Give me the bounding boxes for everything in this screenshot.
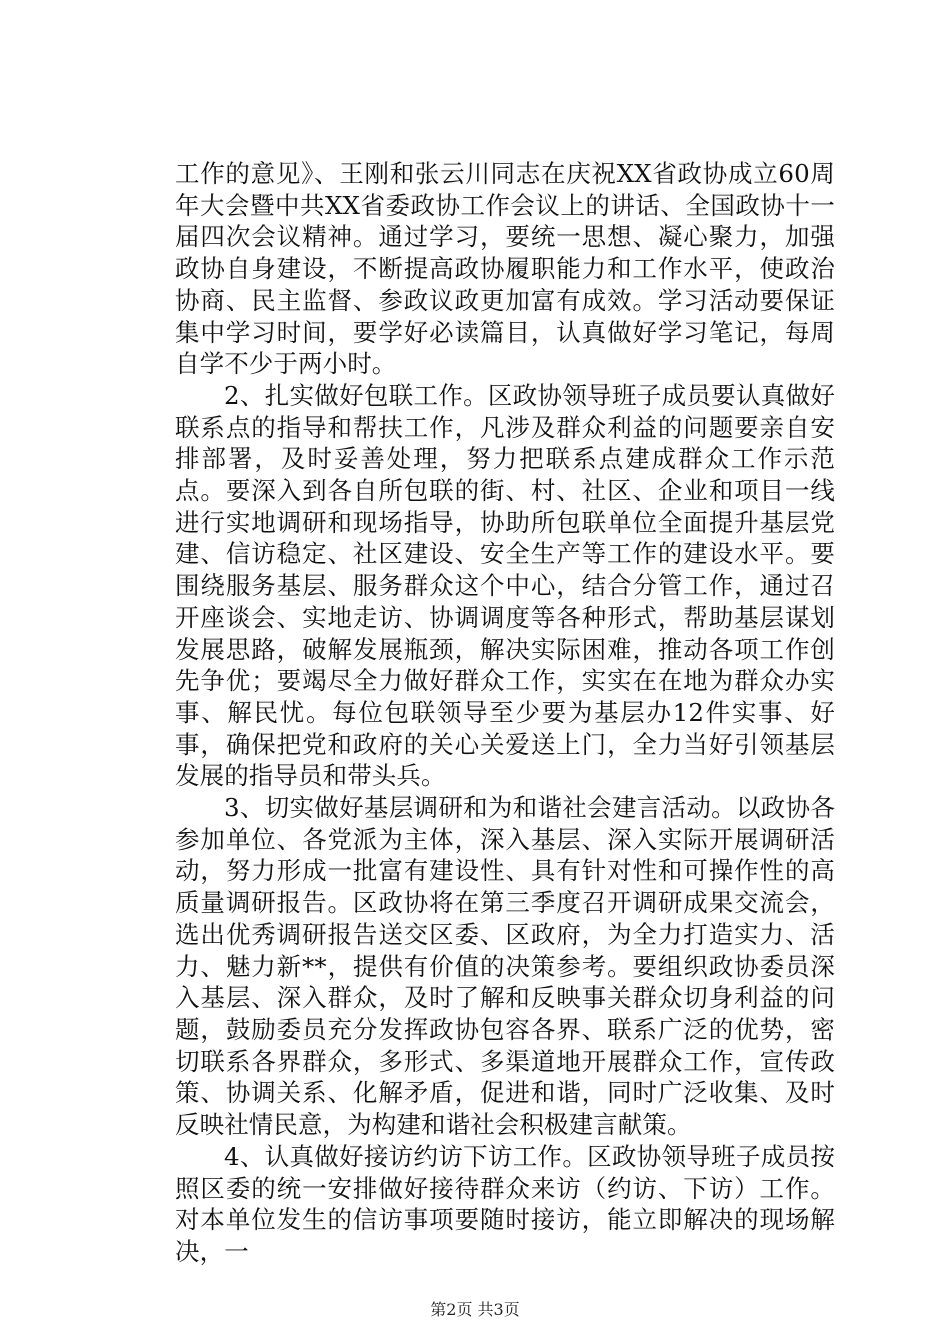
paragraph-item-4-petition-visits: 4、认真做好接访约访下访工作。区政协领导班子成员按照区委的统一安排做好接待群众来访（约访、下访）工作。对本单位发生的信访事项要随时接访，能立即解决的现场解决，一 — [175, 1141, 835, 1266]
paragraph-item-3-research-activities: 3、切实做好基层调研和为和谐社会建言活动。以政协各参加单位、各党派为主体，深入基层、深入实际开展调研活动，努力形成一批富有建设性、具有针对性和可操作性的高质量调研报告。区政协将在第三季度召开调研成果交流会，选出优秀调研报告送交区委、区政府，为全力打造实力、活力、魅力新**，提供有价值的决策参考。要组织政协委员深入基层、深入群众，及时了解和反映事关群众切身利益的问题，鼓励委员充分发挥政协包容各界、联系广泛的优势，密切联系各界群众，多形式、多渠道地开展群众工作，宣传政策、协调关系、化解矛盾，促进和谐，同时广泛收集、及时反映社情民意，为构建和谐社会积极建言献策。 — [175, 793, 835, 1140]
paragraph-study-continuation: 工作的意见》、王刚和张云川同志在庆祝XX省政协成立60周年大会暨中共XX省委政协工作会议上的讲话、全国政协十一届四次会议精神。通过学习，要统一思想、凝心聚力，加强政协自身建设，不断提高政协履职能力和工作水平，使政治协商、民主监督、参政议政更加富有成效。学习活动要保证集中学习时间，要学好必读篇目，认真做好学习笔记，每周自学不少于两小时。 — [175, 159, 835, 379]
document-body — [175, 158, 835, 1268]
paragraph-item-2-liaison-work: 2、扎实做好包联工作。区政协领导班子成员要认真做好联系点的指导和帮扶工作，凡涉及群众利益的问题要亲自安排部署，及时妥善处理，努力把联系点建成群众工作示范点。要深入到各自所包联的街、村、社区、企业和项目一线进行实地调研和现场指导，协助所包联单位全面提升基层党建、信访稳定、社区建设、安全生产等工作的建设水平。要围绕服务基层、服务群众这个中心，结合分管工作，通过召开座谈会、实地走访、协调调度等各种形式，帮助基层谋划发展思路，破解发展瓶颈，解决实际困难，推动各项工作创先争优；要竭尽全力做好群众工作，实实在在地为群众办实事、解民忧。每位包联领导至少要为基层办12件实事、好事，确保把党和政府的关心关爱送上门，全力当好引领基层发展的指导员和带头兵。 — [175, 380, 835, 791]
page-number-footer: 第2页 共3页 — [430, 1300, 520, 1319]
